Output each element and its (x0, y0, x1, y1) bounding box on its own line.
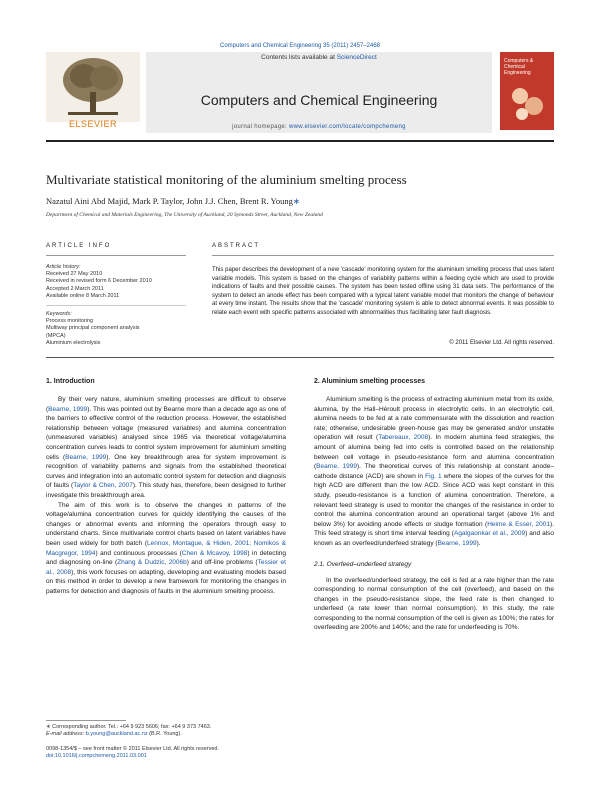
paragraph-text: Aluminium smelting is the process of extracting aluminium metal from its oxide, alumina, by the Hall–Héroult process in electrolytic cells. In an electrolytic cell, alumina needs to be fed at a rate commensurate with the dissolution and reaction rate; otherwise, undesirable green-house gas may be generated and/or unstable operation will result ( (314, 396, 554, 442)
article-info-label: ARTICLE INFO (46, 243, 112, 249)
email-suffix: (B.R. Young). (147, 731, 182, 737)
citation-link[interactable]: Taylor & Chen, 2007 (73, 482, 133, 490)
elsevier-logo (46, 52, 140, 133)
citation-link[interactable]: Bearne, 1999 (316, 463, 357, 471)
contents-line (146, 54, 492, 61)
citation-link[interactable]: Agalgaonkar et al., 2009 (453, 530, 526, 538)
paragraph-text: ). This was pointed out by Bearne more than a decade ago as one of the barriers to effective control of the reduction process. However, the established relationship between voltage (measured variables) and alumina concentration (unmeasured variables) analysed since 1965 via theoretical voltage/alumina concentration curves leads to control system improvement for aluminium smelting cells ( (46, 405, 286, 461)
paragraph-text: The aim of this work is to observe the changes in patterns of the voltage/alumina concentration curves for quickly identifying the causes of the changes or abnormal events and informing the operators through easy to understand charts. Since multivariate control charts based on latent variables have been used widely for both batch ( (46, 501, 286, 547)
subsection-body (314, 576, 554, 634)
email-footnote (46, 731, 286, 738)
affiliation: Department of Chemical and Materials Engineering, The University of Auckland, 20 Symonds Street, Auckland, New Zealand (46, 212, 323, 218)
homepage-prefix: journal homepage: (232, 124, 287, 130)
citation-link[interactable]: Zhang & Dudzic, 2006b (117, 559, 187, 567)
paragraph-text: ) and also known as an overfeed/underfeed strategy ( (314, 530, 555, 547)
corresponding-author-mark[interactable]: ∗ (292, 196, 300, 206)
section2-body (314, 395, 554, 549)
history-item: Received in revised form 6 December 2010 (46, 278, 152, 285)
sciencedirect-link[interactable]: ScienceDirect (336, 54, 377, 61)
citation-link[interactable]: Tabereaux, 2008 (378, 434, 429, 442)
abstract-rule (212, 255, 554, 256)
paragraph-text: In the overfeed/underfeed strategy, the cell is fed at a rate higher than the rate corresponding to normal consumption of the cell (overfeed), and based on the changes in the pseudo-resistance slope, the feed rate is then changed to underfeed (a rate lower than normal consumption). In this study, the rate corresponding to the normal consumption of the cell is given as 100%; the rates for overfeeding are 200% and 140%; and the rate for underfeeding is 70%. (314, 576, 554, 632)
section-heading: 1. Introduction (46, 378, 95, 385)
article-info (46, 264, 186, 347)
article-title: Multivariate statistical monitoring of the aluminium smelting process (46, 172, 407, 187)
journal-citation[interactable]: Computers and Chemical Engineering 35 (2011) 2457–2468 (220, 43, 380, 49)
section1-body (46, 395, 286, 596)
paragraph-text: ). (476, 539, 481, 547)
paragraph-text: ). The theoretical curves of this relationship at constant anode–cathode distance (ACD) are shown in (314, 463, 554, 480)
paragraph-text: ) and continuous processes ( (95, 549, 182, 557)
section-heading: 2. Aluminium smelting processes (314, 378, 425, 385)
keyword: Multiway principal component analysis (46, 325, 140, 332)
paragraph (46, 395, 286, 501)
paragraph-text: ). This feed strategy is short time interval feeding ( (314, 520, 554, 538)
contents-prefix: Contents lists available at (261, 54, 335, 61)
abstract-bottom-rule (46, 357, 554, 358)
paragraph-text: ). One key breakthrough area for system improvement is recognition of variability patterns and signals from the established theoretical curves and integration into an automatic control system for detection and diagnosis of faults ( (46, 453, 286, 490)
keyword: (MPCA) (46, 332, 66, 339)
citation-link[interactable]: Fig. 1 (425, 472, 442, 480)
abstract-label: ABSTRACT (212, 243, 261, 249)
email-link[interactable]: b.young@auckland.ac.nz (85, 731, 148, 737)
journal-title: Computers and Chemical Engineering (200, 92, 438, 108)
abstract-text: This paper describes the development of a new 'cascade' monitoring system for the aluminium smelting process that uses latent variable models. This system is based on the changes of variability patterns within a feeding cycle which are used to provide indications of faults and their possible causes. The system has been tested offline using 31 data sets. The performance of the system to detect an anode effect has been compared with a typical latent variable model that monitors the change of behaviour at every time instant. The results show that the 'cascade' monitoring system is able to detect abnormal events. It was possible to relate each event with specific patterns associated with abnormalities thus facilitating later fault diagnosis. (212, 267, 554, 316)
right-column (314, 378, 554, 633)
corresponding-footnote: ∗ Corresponding author. Tel.: +64 9 923 5606; fax: +64 9 373 7463. (46, 724, 212, 730)
abstract-copyright: © 2011 Elsevier Ltd. All rights reserved. (449, 340, 554, 346)
paragraph-text: ) and off-line problems ( (186, 559, 258, 567)
paragraph-text: ). In modern alumina feed strategies, the amount of alumina being fed into cells is controlled based on the relationship between cell voltage in pseudo-resistance form and alumina concentration ( (314, 434, 554, 471)
citation-link[interactable]: Lennox, Montague, & Hiden, 2001; Nomikos & Macgregor, 1994 (46, 539, 286, 557)
paragraph-text: By their very nature, aluminium smelting processes are difficult to observe ( (46, 396, 286, 413)
citation-link[interactable]: Bearne, 1999 (437, 539, 477, 547)
history-item: Available online 8 March 2011 (46, 292, 120, 299)
info-divider (46, 305, 186, 306)
paragraph (314, 395, 554, 549)
paragraph-text: ). This study has, therefore, been designed to further investigate this breakthrough area. (46, 482, 286, 499)
citation-link[interactable]: Tessier et al., 2008 (46, 559, 286, 576)
doi-line (46, 753, 286, 760)
tree-logo-icon (46, 52, 140, 122)
footnotes (46, 724, 286, 760)
doi-link[interactable]: doi:10.1016/j.compchemeng.2011.03.001 (46, 753, 147, 759)
cover-art-icon (508, 82, 546, 122)
citation-link[interactable]: Bearne, 1999 (65, 453, 107, 461)
header-rule (46, 140, 554, 142)
elsevier-wordmark: ELSEVIER (68, 119, 118, 129)
keyword: Process monitoring (46, 318, 94, 325)
citation-link[interactable]: Chen & Mcavoy, 1998 (181, 549, 248, 557)
journal-homepage (146, 124, 492, 130)
email-label: E-mail address: (46, 731, 85, 737)
homepage-url[interactable]: www.elsevier.com/locate/compchemeng (288, 124, 406, 130)
citation-link[interactable]: Bearne, 1999 (48, 405, 88, 413)
citation-link[interactable]: Heime & Esser, 2001 (487, 520, 551, 528)
paragraph (314, 576, 554, 634)
article-info-rule (46, 255, 186, 256)
history-item: Received 27 May 2010 (46, 271, 103, 278)
left-column (46, 378, 286, 596)
paragraph-text: ), this work focuses on adapting, developing and evaluating models based on this method in order to develop a new framework for monitoring the changes in patterns for detection and diagnosis of faults in the aluminium smelting process. (46, 568, 286, 595)
keywords-label: Keywords: (46, 311, 72, 318)
keyword: Aluminium electrolysis (46, 339, 101, 346)
authors: Nazatul Aini Abd Majid, Mark P. Taylor, John J.J. Chen, Brent R. Young (46, 196, 293, 206)
journal-cover-thumbnail[interactable] (500, 52, 554, 130)
history-item: Accepted 2 March 2011 (46, 285, 104, 292)
cover-title: Computers & Chemical Engineering (504, 58, 534, 76)
author-list (46, 196, 554, 207)
history-label: Article history: (46, 264, 81, 270)
paragraph-text: where the slopes of the curves for the high ACD are different than the low ACD. Since ACD was kept constant in this study, pseudo-resistance is a function of alumina concentration. Therefore, a relevant feed strategy is used to monitor the changes of the resistance in order to control the alumina concentration around an operational target (above 1% and below 3%) for avoiding anode effects or sludge formation ( (314, 472, 554, 528)
paragraph-text: ) in detecting and diagnosing on-line ( (46, 549, 286, 567)
footnote-rule (46, 720, 126, 721)
subsection-heading: 2.1. Overfeed–underfeed strategy (314, 560, 412, 568)
paragraph (46, 501, 286, 597)
issn-line: 0098-1354/$ – see front matter © 2011 Elsevier Ltd. All rights reserved. (46, 746, 220, 752)
